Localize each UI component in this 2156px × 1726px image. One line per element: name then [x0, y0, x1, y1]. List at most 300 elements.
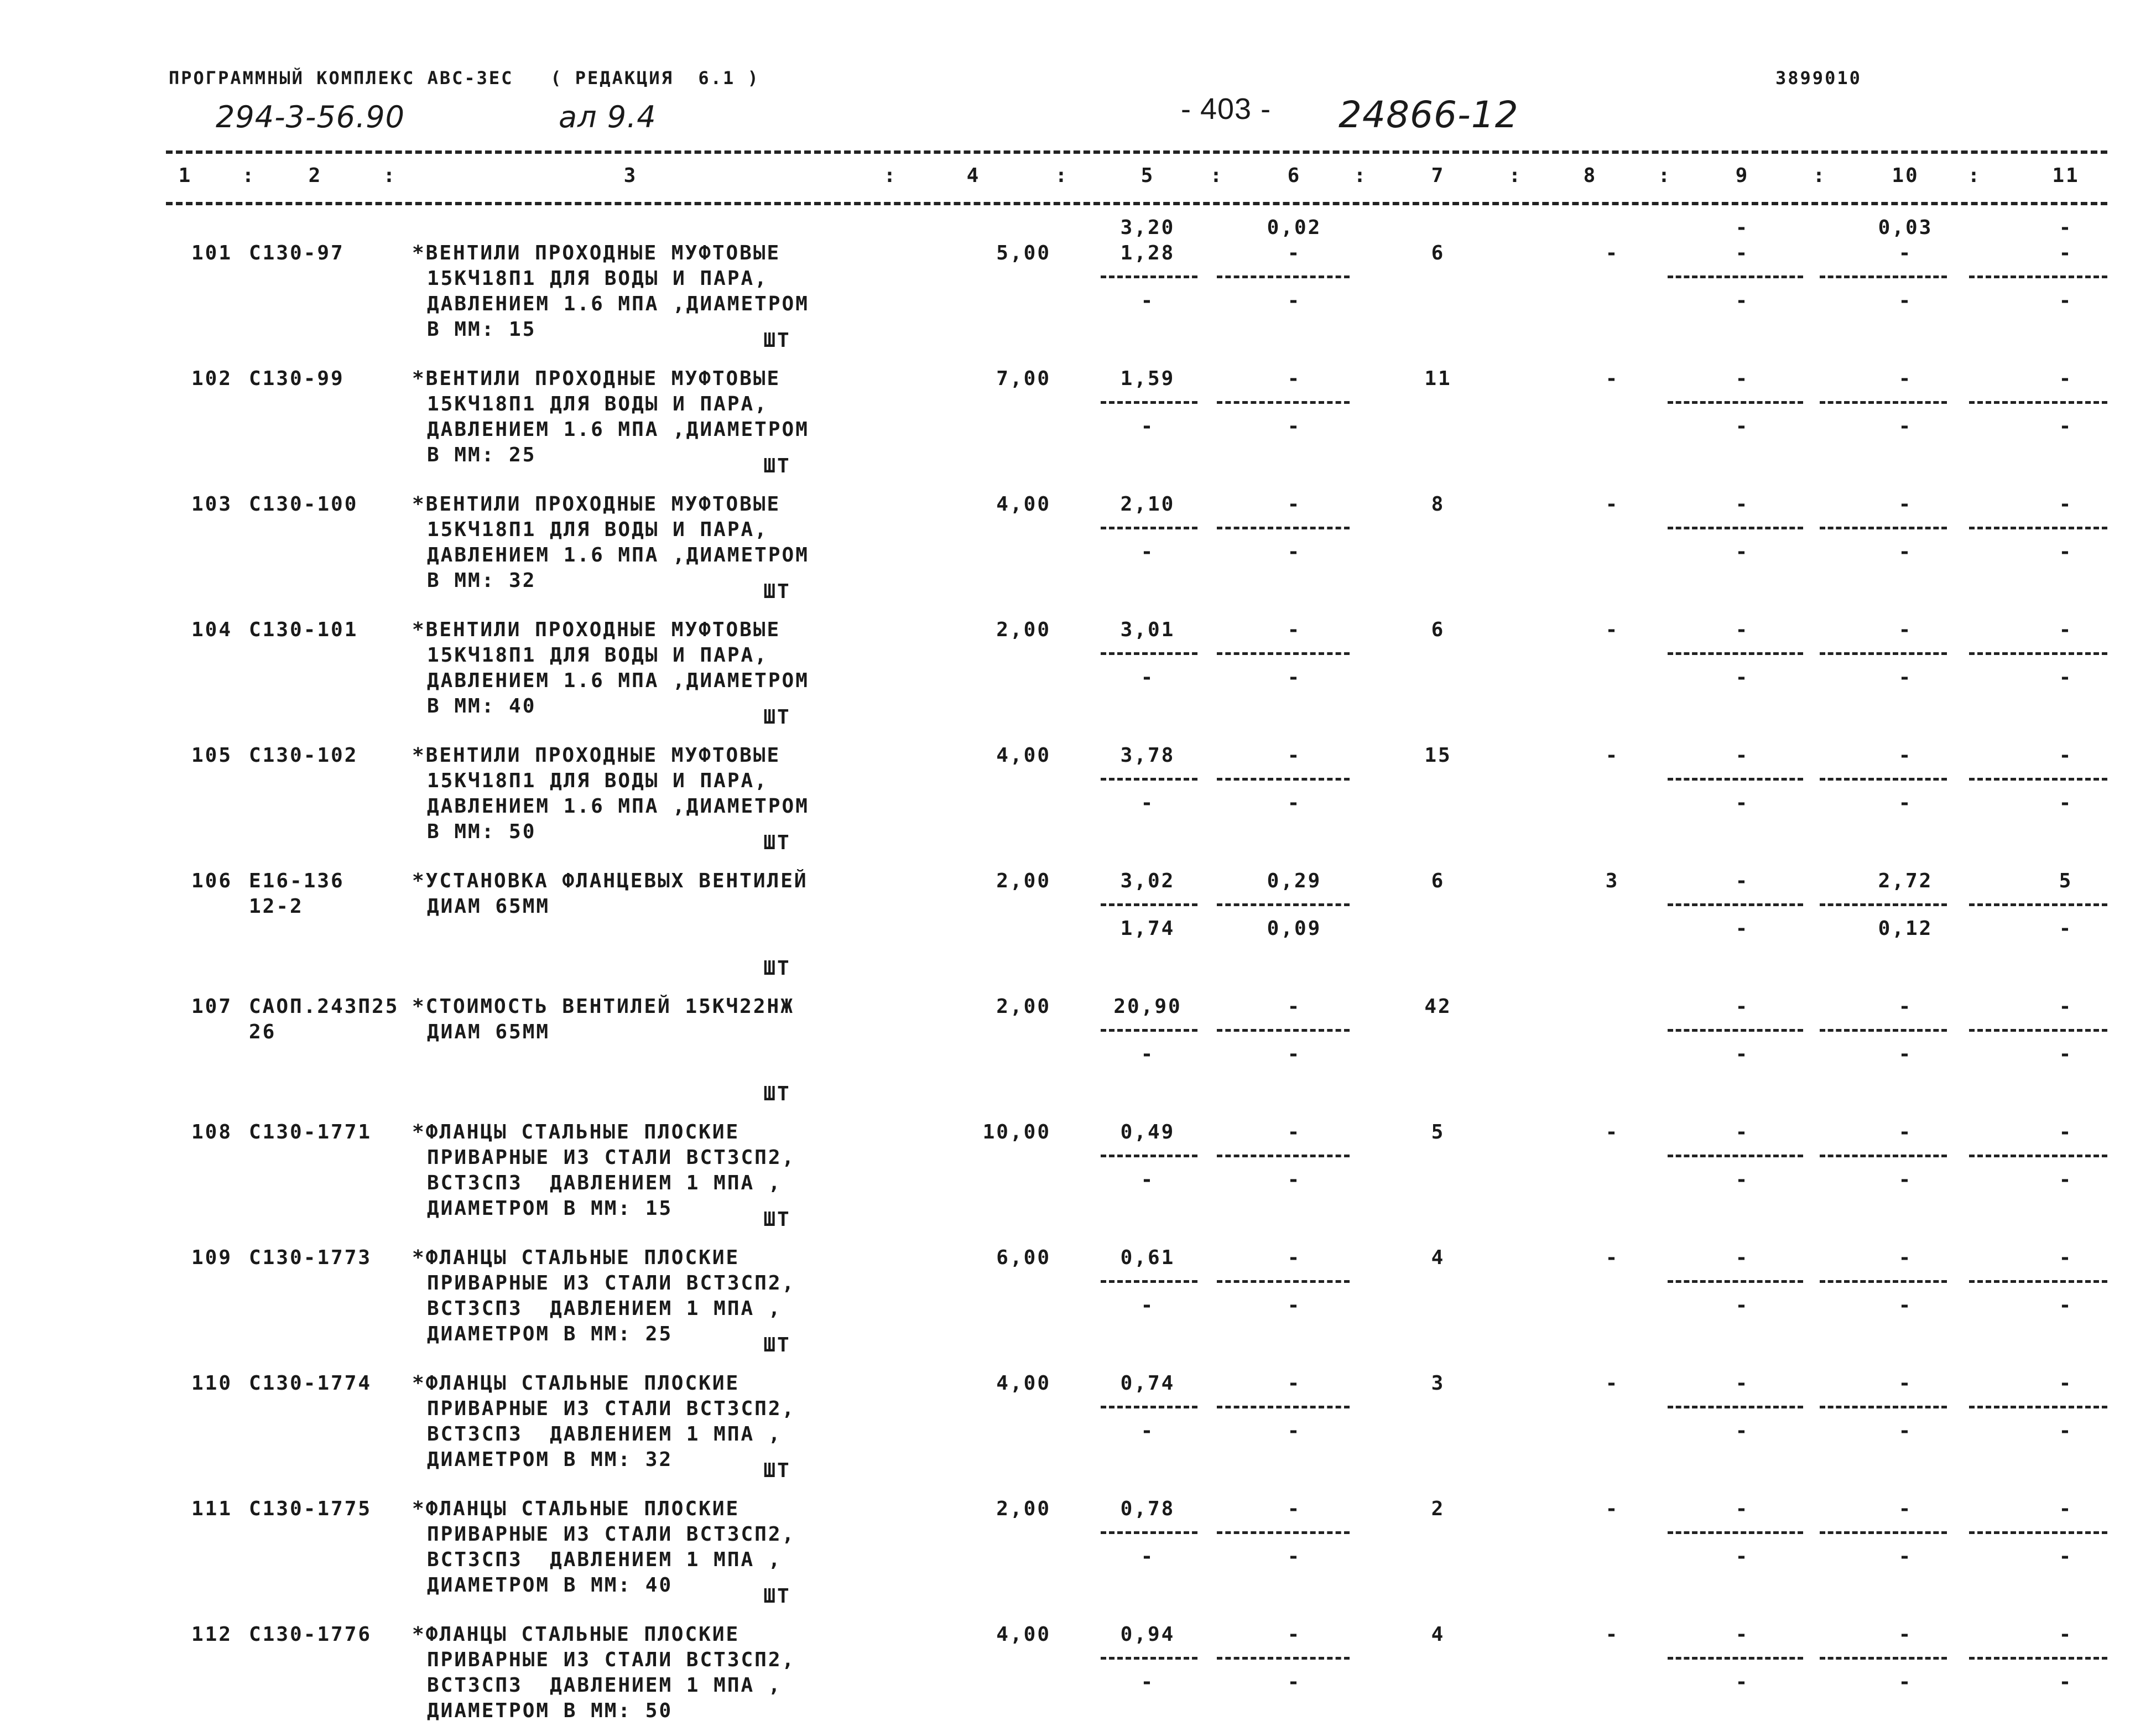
col10-value: -	[1898, 1623, 1913, 1646]
col5-value: 3,01	[1120, 618, 1175, 641]
description-line: ДАВЛЕНИЕМ 1.6 МПА ,ДИАМЕТРОМ	[427, 795, 809, 818]
col11-value: 5	[2059, 870, 2073, 892]
col10-value: -	[1898, 995, 1913, 1018]
description-line: *ФЛАНЦЫ СТАЛЬНЫЕ ПЛОСКИЕ	[412, 1246, 740, 1269]
col11-value: -	[2059, 493, 2073, 516]
col10-value: -	[1898, 1372, 1913, 1395]
column-separator: :	[1658, 164, 1672, 187]
unit-label: ШТ	[763, 1083, 791, 1105]
value-separator	[1668, 652, 1803, 655]
column-separator: :	[1353, 164, 1368, 187]
row-number: 103	[191, 493, 232, 516]
col5-value: 0,78	[1120, 1498, 1175, 1520]
resource-code: С130-101	[249, 618, 358, 641]
quantity: 5,00	[996, 242, 1051, 264]
column-header-4: 4	[966, 164, 981, 187]
unit-label: ШТ	[763, 831, 791, 854]
value-separator	[1969, 1029, 2107, 1032]
header-rule-bottom	[166, 202, 2107, 205]
value-separator	[1217, 1531, 1350, 1534]
col11-bottom: -	[2059, 1168, 2073, 1191]
value-separator	[1969, 401, 2107, 404]
description-line: ДАВЛЕНИЕМ 1.6 МПА ,ДИАМЕТРОМ	[427, 669, 809, 692]
col6-bottom: -	[1287, 1294, 1301, 1317]
col8-value: -	[1605, 242, 1619, 264]
col5-value: 20,90	[1113, 995, 1182, 1018]
album-number: ал 9.4	[559, 100, 657, 134]
col11-value: -	[2059, 744, 2073, 767]
value-separator	[1101, 527, 1197, 529]
col11-value: -	[2059, 1121, 2073, 1143]
col10-bottom: -	[1898, 1168, 1913, 1191]
description-line: ДИАМЕТРОМ В ММ: 50	[427, 1699, 673, 1722]
col11-bottom: -	[2059, 1043, 2073, 1065]
col5-bottom: -	[1141, 1294, 1155, 1317]
col5-bottom: -	[1141, 666, 1155, 689]
resource-code: Е16-136	[249, 870, 345, 892]
column-separator: :	[1055, 164, 1069, 187]
value-separator	[1969, 903, 2107, 906]
col11-value: -	[2059, 1623, 2073, 1646]
col7-value: 42	[1424, 995, 1452, 1018]
value-separator	[1668, 1029, 1803, 1032]
description-line: ДИАМЕТРОМ В ММ: 40	[427, 1574, 673, 1597]
col10-value: -	[1898, 367, 1913, 390]
row-number: 105	[191, 744, 232, 767]
col8-value: -	[1605, 618, 1619, 641]
description-line: *ФЛАНЦЫ СТАЛЬНЫЕ ПЛОСКИЕ	[412, 1121, 740, 1143]
col9-value: -	[1735, 995, 1749, 1018]
column-header-1: 1	[178, 164, 192, 187]
value-separator	[1217, 1280, 1350, 1283]
value-separator	[1820, 778, 1947, 781]
quantity: 10,00	[982, 1121, 1051, 1143]
col11-bottom: -	[2059, 666, 2073, 689]
col8-value: -	[1605, 744, 1619, 767]
value-separator	[1668, 275, 1803, 278]
col8-value: 3	[1605, 870, 1619, 892]
col5-value: 3,78	[1120, 744, 1175, 767]
col6-bottom: -	[1287, 289, 1301, 312]
col5-bottom: 1,74	[1120, 917, 1175, 940]
row-number: 111	[191, 1498, 232, 1520]
col10-bottom: -	[1898, 540, 1913, 563]
quantity: 2,00	[996, 870, 1051, 892]
col11-bottom: -	[2059, 1420, 2073, 1442]
col9-value: -	[1735, 493, 1749, 516]
column-header-11: 11	[2052, 164, 2080, 187]
col5-value: 1,59	[1120, 367, 1175, 390]
col9-bottom: -	[1735, 1420, 1749, 1442]
value-separator	[1969, 1531, 2107, 1534]
column-header-3: 3	[623, 164, 638, 187]
value-separator	[1101, 1280, 1197, 1283]
col9-value: -	[1735, 1498, 1749, 1520]
col5-bottom: -	[1141, 1168, 1155, 1191]
col8-value: -	[1605, 1372, 1619, 1395]
col11-value: -	[2059, 242, 2073, 264]
row-number: 112	[191, 1623, 232, 1646]
col9-bottom: -	[1735, 666, 1749, 689]
col5-bottom: -	[1141, 289, 1155, 312]
value-separator	[1668, 1531, 1803, 1534]
col9-bottom: -	[1735, 917, 1749, 940]
col10-bottom: -	[1898, 289, 1913, 312]
value-separator	[1101, 275, 1197, 278]
col11-value: -	[2059, 618, 2073, 641]
col10-bottom: -	[1898, 1545, 1913, 1568]
col5-top: 3,20	[1120, 216, 1175, 239]
quantity: 4,00	[996, 744, 1051, 767]
doc-reference: 294-3-56.90	[216, 100, 405, 134]
description-line: ПРИВАРНЫЕ ИЗ СТАЛИ ВСТ3СП2,	[427, 1523, 796, 1546]
resource-code: С130-102	[249, 744, 358, 767]
description-line: В ММ: 15	[427, 318, 537, 341]
value-separator	[1820, 652, 1947, 655]
col5-bottom: -	[1141, 792, 1155, 814]
col5-value: 1,28	[1120, 242, 1175, 264]
description-line: ДАВЛЕНИЕМ 1.6 МПА ,ДИАМЕТРОМ	[427, 544, 809, 566]
row-number: 106	[191, 870, 232, 892]
unit-label: ШТ	[763, 1334, 791, 1356]
resource-code: С130-1775	[249, 1498, 372, 1520]
table-row	[0, 721, 2156, 854]
col6-value: -	[1287, 618, 1301, 641]
col10-bottom: -	[1898, 1043, 1913, 1065]
table-row	[0, 846, 2156, 980]
column-header-6: 6	[1287, 164, 1301, 187]
col7-value: 5	[1431, 1121, 1445, 1143]
col6-value: -	[1287, 242, 1301, 264]
col10-bottom: -	[1898, 666, 1913, 689]
column-separator: :	[1508, 164, 1523, 187]
col8-value: -	[1605, 493, 1619, 516]
value-separator	[1668, 903, 1803, 906]
description-line: 15КЧ18П1 ДЛЯ ВОДЫ И ПАРА,	[427, 393, 768, 415]
value-separator	[1820, 1531, 1947, 1534]
quantity: 2,00	[996, 618, 1051, 641]
program-title: ПРОГРАММНЫЙ КОМПЛЕКС АВС-3ЕС ( РЕДАКЦИЯ 6.1 )	[169, 67, 760, 89]
column-separator: :	[1967, 164, 1982, 187]
col8-value: -	[1605, 1246, 1619, 1269]
description-line: В ММ: 25	[427, 444, 537, 466]
description-line: *ФЛАНЦЫ СТАЛЬНЫЕ ПЛОСКИЕ	[412, 1623, 740, 1646]
quantity: 2,00	[996, 1498, 1051, 1520]
unit-label: ШТ	[763, 1459, 791, 1482]
column-separator: :	[242, 164, 256, 187]
value-separator	[1217, 1657, 1350, 1660]
col9-bottom: -	[1735, 415, 1749, 438]
value-separator	[1668, 401, 1803, 404]
column-separator: :	[883, 164, 898, 187]
col6-value: -	[1287, 493, 1301, 516]
col5-value: 0,94	[1120, 1623, 1175, 1646]
col9-bottom: -	[1735, 1545, 1749, 1568]
col6-bottom: 0,09	[1267, 917, 1322, 940]
col11-value: -	[2059, 367, 2073, 390]
col10-bottom: -	[1898, 1420, 1913, 1442]
col9-value: -	[1735, 367, 1749, 390]
col5-bottom: -	[1141, 415, 1155, 438]
quantity: 6,00	[996, 1246, 1051, 1269]
description-line: *СТОИМОСТЬ ВЕНТИЛЕЙ 15КЧ22НЖ	[412, 995, 794, 1018]
description-line: В ММ: 50	[427, 820, 537, 843]
value-separator	[1217, 401, 1350, 404]
col7-value: 6	[1431, 870, 1445, 892]
col10-value: -	[1898, 1498, 1913, 1520]
col5-value: 3,02	[1120, 870, 1175, 892]
col9-bottom: -	[1735, 1168, 1749, 1191]
value-separator	[1820, 903, 1947, 906]
unit-label: ШТ	[763, 706, 791, 729]
value-separator	[1969, 652, 2107, 655]
col11-bottom: -	[2059, 540, 2073, 563]
col9-value: -	[1735, 1246, 1749, 1269]
resource-code: С130-1776	[249, 1623, 372, 1646]
value-separator	[1217, 527, 1350, 529]
col10-value: -	[1898, 618, 1913, 641]
col11-bottom: -	[2059, 415, 2073, 438]
col11-bottom: -	[2059, 1545, 2073, 1568]
col10-bottom: -	[1898, 792, 1913, 814]
col10-bottom: -	[1898, 1294, 1913, 1317]
page-number: - 403 -	[1181, 92, 1272, 126]
value-separator	[1217, 275, 1350, 278]
col10-value: -	[1898, 493, 1913, 516]
value-separator	[1217, 652, 1350, 655]
value-separator	[1969, 1280, 2107, 1283]
column-header-7: 7	[1431, 164, 1445, 187]
unit-label: ШТ	[763, 957, 791, 980]
col6-value: 0,29	[1267, 870, 1322, 892]
value-separator	[1820, 1155, 1947, 1157]
description-line: ПРИВАРНЫЕ ИЗ СТАЛИ ВСТ3СП2,	[427, 1397, 796, 1420]
col7-value: 4	[1431, 1623, 1445, 1646]
col6-value: -	[1287, 1623, 1301, 1646]
table-row	[0, 595, 2156, 729]
value-separator	[1820, 527, 1947, 529]
col9-value: -	[1735, 744, 1749, 767]
column-header-5: 5	[1141, 164, 1155, 187]
description-line: ВСТ3СП3 ДАВЛЕНИЕМ 1 МПА ,	[427, 1172, 782, 1194]
col8-value: -	[1605, 1498, 1619, 1520]
description-line: *ВЕНТИЛИ ПРОХОДНЫЕ МУФТОВЫЕ	[412, 367, 781, 390]
description-line: ПРИВАРНЫЕ ИЗ СТАЛИ ВСТ3СП2,	[427, 1146, 796, 1169]
description-line: *УСТАНОВКА ФЛАНЦЕВЫХ ВЕНТИЛЕЙ	[412, 870, 808, 892]
document-code: 3899010	[1775, 67, 1862, 89]
header-rule-top	[166, 150, 2107, 154]
column-header-10: 10	[1892, 164, 1919, 187]
column-header-2: 2	[308, 164, 322, 187]
description-line: ВСТ3СП3 ДАВЛЕНИЕМ 1 МПА ,	[427, 1548, 782, 1571]
table-row	[0, 470, 2156, 603]
description-line: *ВЕНТИЛИ ПРОХОДНЫЕ МУФТОВЫЕ	[412, 493, 781, 516]
col9-value: -	[1735, 1372, 1749, 1395]
col6-value: -	[1287, 1246, 1301, 1269]
resource-code: С130-1774	[249, 1372, 372, 1395]
description-line: ДИАМ 65ММ	[427, 1021, 550, 1043]
value-separator	[1820, 275, 1947, 278]
value-separator	[1101, 401, 1197, 404]
description-line: 15КЧ18П1 ДЛЯ ВОДЫ И ПАРА,	[427, 770, 768, 792]
value-separator	[1668, 1280, 1803, 1283]
col9-bottom: -	[1735, 1671, 1749, 1693]
col11-value: -	[2059, 1372, 2073, 1395]
table-row	[0, 1223, 2156, 1356]
col10-value: -	[1898, 1246, 1913, 1269]
column-separator: :	[1210, 164, 1224, 187]
col11-value: -	[2059, 1246, 2073, 1269]
value-separator	[1969, 275, 2107, 278]
value-separator	[1101, 652, 1197, 655]
quantity: 7,00	[996, 367, 1051, 390]
description-line: ДИАМЕТРОМ В ММ: 32	[427, 1448, 673, 1471]
value-separator	[1820, 401, 1947, 404]
row-number: 102	[191, 367, 232, 390]
col5-bottom: -	[1141, 540, 1155, 563]
col7-value: 8	[1431, 493, 1445, 516]
col6-value: -	[1287, 367, 1301, 390]
col6-value: -	[1287, 1498, 1301, 1520]
col10-value: -	[1898, 1121, 1913, 1143]
quantity: 4,00	[996, 493, 1051, 516]
quantity: 4,00	[996, 1623, 1051, 1646]
col10-bottom: -	[1898, 1671, 1913, 1693]
description-line: ВСТ3СП3 ДАВЛЕНИЕМ 1 МПА ,	[427, 1297, 782, 1320]
col5-bottom: -	[1141, 1671, 1155, 1693]
col11-top: -	[2059, 216, 2073, 239]
value-separator	[1101, 903, 1197, 906]
table-row	[0, 972, 2156, 1105]
unit-label: ШТ	[763, 329, 791, 352]
row-number: 104	[191, 618, 232, 641]
description-line: ДАВЛЕНИЕМ 1.6 МПА ,ДИАМЕТРОМ	[427, 418, 809, 441]
description-line: ВСТ3СП3 ДАВЛЕНИЕМ 1 МПА ,	[427, 1423, 782, 1446]
col9-bottom: -	[1735, 1043, 1749, 1065]
resource-code: С130-99	[249, 367, 345, 390]
col6-bottom: -	[1287, 666, 1301, 689]
table-row	[0, 344, 2156, 477]
col11-bottom: -	[2059, 1671, 2073, 1693]
value-separator	[1668, 1657, 1803, 1660]
col10-bottom: -	[1898, 415, 1913, 438]
resource-code-cont: 12-2	[249, 895, 304, 918]
quantity: 2,00	[996, 995, 1051, 1018]
description-line: ДАВЛЕНИЕМ 1.6 МПА ,ДИАМЕТРОМ	[427, 293, 809, 315]
description-line: *ФЛАНЦЫ СТАЛЬНЫЕ ПЛОСКИЕ	[412, 1372, 740, 1395]
unit-label: ШТ	[763, 1208, 791, 1231]
resource-code: САОП.243П25	[249, 995, 399, 1018]
col11-value: -	[2059, 995, 2073, 1018]
table-row	[0, 1600, 2156, 1726]
col11-bottom: -	[2059, 792, 2073, 814]
quantity: 4,00	[996, 1372, 1051, 1395]
value-separator	[1969, 1406, 2107, 1408]
value-separator	[1217, 778, 1350, 781]
column-header-8: 8	[1583, 164, 1597, 187]
value-separator	[1101, 1155, 1197, 1157]
unit-label: ШТ	[763, 580, 791, 603]
description-line: ВСТ3СП3 ДАВЛЕНИЕМ 1 МПА ,	[427, 1674, 782, 1697]
resource-code: С130-1771	[249, 1121, 372, 1143]
row-number: 110	[191, 1372, 232, 1395]
table-row	[0, 1098, 2156, 1231]
col8-value: -	[1605, 367, 1619, 390]
description-line: ПРИВАРНЫЕ ИЗ СТАЛИ ВСТ3СП2,	[427, 1649, 796, 1671]
col11-bottom: -	[2059, 289, 2073, 312]
col10-value: -	[1898, 744, 1913, 767]
value-separator	[1820, 1657, 1947, 1660]
value-separator	[1969, 778, 2107, 781]
col6-bottom: -	[1287, 1043, 1301, 1065]
value-separator	[1668, 527, 1803, 529]
col6-bottom: -	[1287, 792, 1301, 814]
column-header-9: 9	[1735, 164, 1749, 187]
value-separator	[1668, 1406, 1803, 1408]
col7-value: 6	[1431, 618, 1445, 641]
unit-label: ШТ	[763, 1585, 791, 1608]
col9-bottom: -	[1735, 289, 1749, 312]
resource-code-cont: 26	[249, 1021, 277, 1043]
col11-bottom: -	[2059, 917, 2073, 940]
value-separator	[1101, 1531, 1197, 1534]
col9-value: -	[1735, 870, 1749, 892]
col7-value: 6	[1431, 242, 1445, 264]
value-separator	[1217, 903, 1350, 906]
col10-value: -	[1898, 242, 1913, 264]
col9-top: -	[1735, 216, 1749, 239]
value-separator	[1969, 527, 2107, 529]
description-line: ДИАМ 65ММ	[427, 895, 550, 918]
description-line: *ВЕНТИЛИ ПРОХОДНЫЕ МУФТОВЫЕ	[412, 618, 781, 641]
col9-bottom: -	[1735, 1294, 1749, 1317]
value-separator	[1217, 1155, 1350, 1157]
description-line: ДИАМЕТРОМ В ММ: 25	[427, 1323, 673, 1345]
page-handwritten-number: 24866-12	[1339, 93, 1519, 136]
resource-code: С130-100	[249, 493, 358, 516]
col9-value: -	[1735, 242, 1749, 264]
col10-bottom: 0,12	[1878, 917, 1933, 940]
value-separator	[1101, 778, 1197, 781]
col5-bottom: -	[1141, 1043, 1155, 1065]
value-separator	[1820, 1029, 1947, 1032]
col7-value: 2	[1431, 1498, 1445, 1520]
description-line: В ММ: 32	[427, 569, 537, 592]
col6-value: -	[1287, 995, 1301, 1018]
col5-value: 2,10	[1120, 493, 1175, 516]
resource-code: С130-97	[249, 242, 345, 264]
column-separator: :	[383, 164, 397, 187]
table-row	[0, 1474, 2156, 1608]
col8-value: -	[1605, 1121, 1619, 1143]
col6-top: 0,02	[1267, 216, 1322, 239]
col9-value: -	[1735, 1121, 1749, 1143]
value-separator	[1217, 1029, 1350, 1032]
table-row	[0, 216, 2156, 352]
description-line: *ВЕНТИЛИ ПРОХОДНЫЕ МУФТОВЫЕ	[412, 744, 781, 767]
description-line: ДИАМЕТРОМ В ММ: 15	[427, 1197, 673, 1220]
col5-value: 0,49	[1120, 1121, 1175, 1143]
row-number: 109	[191, 1246, 232, 1269]
value-separator	[1101, 1406, 1197, 1408]
row-number: 108	[191, 1121, 232, 1143]
value-separator	[1969, 1155, 2107, 1157]
table-row	[0, 1349, 2156, 1482]
col11-value: -	[2059, 1498, 2073, 1520]
value-separator	[1820, 1406, 1947, 1408]
col5-bottom: -	[1141, 1545, 1155, 1568]
description-line: В ММ: 40	[427, 695, 537, 718]
